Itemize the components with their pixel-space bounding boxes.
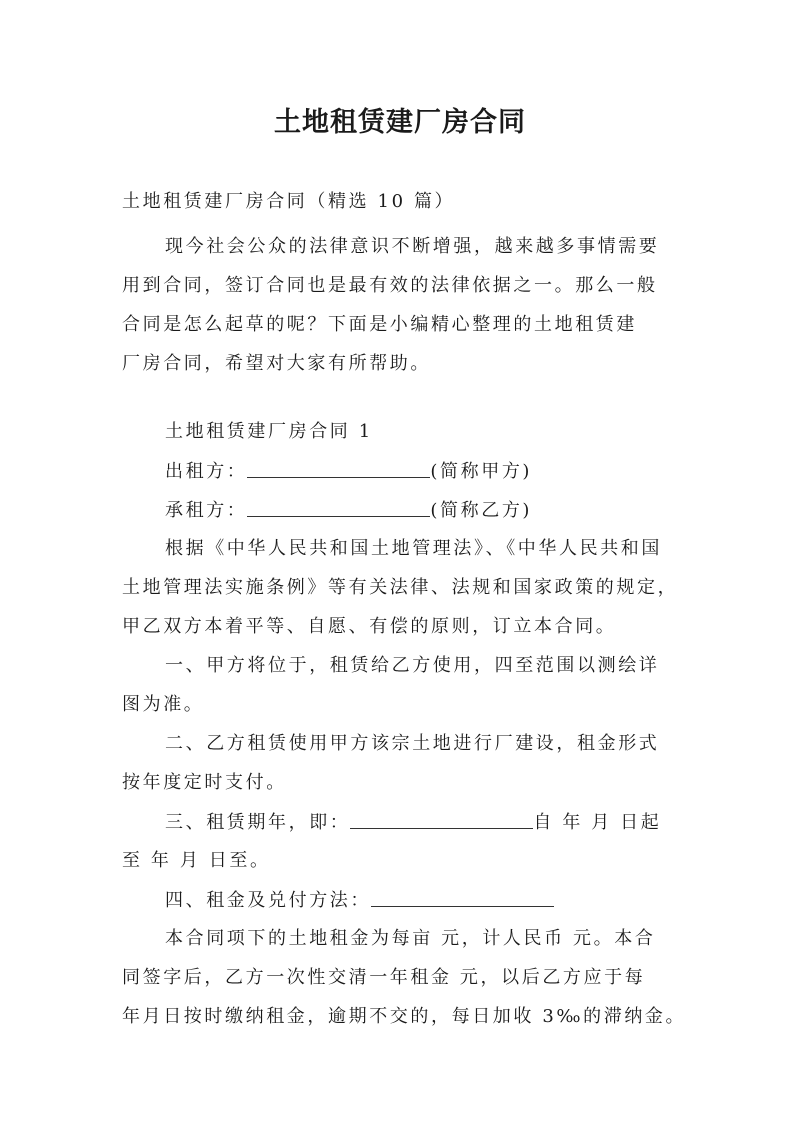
lessee-blank: [247, 498, 430, 517]
intro-line-4: 厂房合同，希望对大家有所帮助。: [122, 353, 431, 374]
clause3-blank: [350, 810, 533, 829]
intro-line-2: 用到合同，签订合同也是最有效的法律依据之一。那么一般: [122, 275, 658, 296]
clause1-line-2: 图为准。: [122, 694, 205, 715]
lessee-suffix: (简称乙方): [430, 500, 533, 521]
document-title: 土地租赁建厂房合同: [274, 107, 526, 138]
lessor-blank: [247, 459, 430, 478]
clause4-prefix: 四、租金及兑付方法：: [165, 890, 371, 911]
lessor-line: [165, 459, 532, 484]
basis-line-1: 根据《中华人民共和国土地管理法》、《中华人民共和国: [165, 538, 662, 559]
clause3-prefix: 三、租赁期年，即：: [165, 812, 351, 833]
clause2-line-1: 二、乙方租赁使用甲方该宗土地进行厂建设，租金形式: [165, 733, 660, 754]
clause4-line: [165, 888, 554, 913]
intro-line-3: 合同是怎么起草的呢？下面是小编精心整理的土地租赁建: [122, 314, 637, 335]
rent-line-3: 年月日按时缴纳租金，逾期不交的，每日加收 3‰的滞纳金。: [122, 1006, 687, 1027]
intro-line-1: 现今社会公众的法律意识不断增强，越来越多事情需要: [165, 236, 660, 257]
clause4-blank: [371, 888, 554, 907]
document-subtitle: 土地租赁建厂房合同（精选 10 篇）: [122, 191, 456, 212]
section-heading: 土地租赁建厂房合同 1: [165, 421, 373, 442]
lessee-line: [165, 498, 532, 523]
basis-line-2: 土地管理法实施条例》等有关法律、法规和国家政策的规定，: [122, 577, 679, 598]
clause3-suffix: 自 年 月 日起: [533, 812, 662, 833]
clause3-line-2: 至 年 月 日至。: [122, 850, 271, 871]
clause1-line-1: 一、甲方将位于，租赁给乙方使用，四至范围以测绘详: [165, 655, 660, 676]
clause3-line-1: [165, 810, 661, 835]
lessor-label: 出租方：: [165, 461, 248, 482]
lessor-suffix: (简称甲方): [430, 461, 533, 482]
clause2-line-2: 按年度定时支付。: [122, 772, 287, 793]
rent-line-2: 同签字后，乙方一次性交清一年租金 元，以后乙方应于每: [122, 967, 646, 988]
rent-line-1: 本合同项下的土地租金为每亩 元，计人民币 元。本合: [165, 928, 656, 949]
basis-line-3: 甲乙双方本着平等、自愿、有偿的原则，订立本合同。: [122, 616, 617, 637]
lessee-label: 承租方：: [165, 500, 248, 521]
